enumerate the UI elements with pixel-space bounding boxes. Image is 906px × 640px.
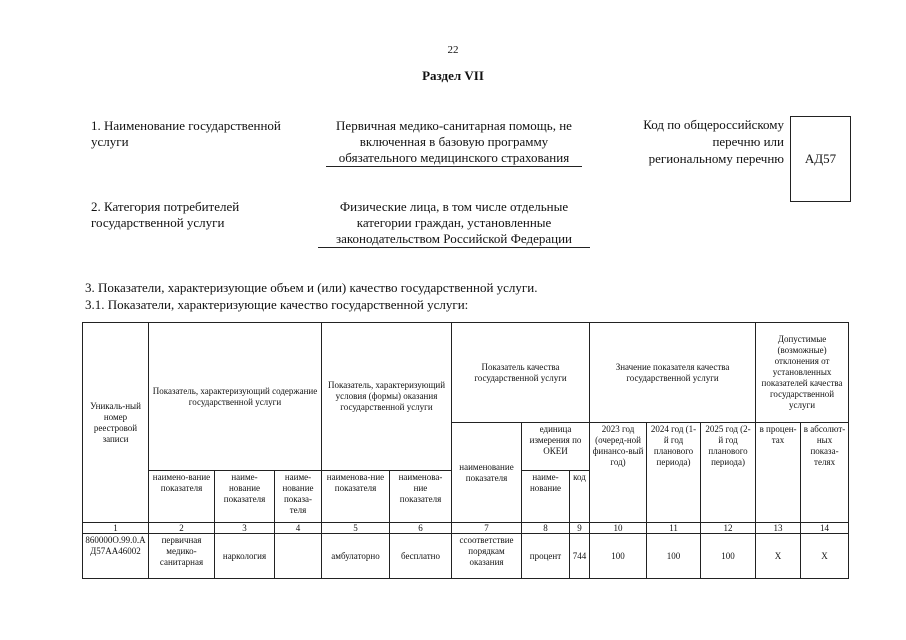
category-label: 2. Категория потребителей государственной услуги bbox=[91, 199, 240, 230]
column-number: 1 bbox=[83, 523, 149, 534]
column-number: 10 bbox=[590, 523, 647, 534]
header-content: Показатель, характеризующий содержание государственной услуги bbox=[149, 323, 322, 471]
cell-year-2024: 100 bbox=[647, 534, 701, 579]
column-number: 8 bbox=[522, 523, 570, 534]
code-label: Код по общероссийскому перечню или региональному перечню bbox=[643, 117, 784, 166]
column-number: 3 bbox=[215, 523, 275, 534]
header-unit-code: код bbox=[570, 471, 590, 523]
heading-quality: 3.1. Показатели, характеризующие качество государственной услуги: bbox=[85, 297, 469, 312]
service-name-value: Первичная медико-санитарная помощь, не включенная в базовую программу обязательного медицинского страхования bbox=[326, 118, 582, 167]
cell-deviation-absolute: Х bbox=[801, 534, 849, 579]
header-indicator-name: наименование показателя bbox=[452, 423, 522, 523]
header-year-2024: 2024 год (1-й год планового периода) bbox=[647, 423, 701, 523]
header-deviations: Допустимые (возможные) отклонения от установленных показателей качества государственной услуги bbox=[756, 323, 849, 423]
header-condition-name-2: наименова-ние показателя bbox=[390, 471, 452, 523]
service-name-label: 1. Наименование государственной услуги bbox=[91, 118, 281, 149]
cell-unit-code: 744 bbox=[570, 534, 590, 579]
header-registry: Уникаль-ный номер реестровой записи bbox=[83, 323, 149, 523]
column-number: 13 bbox=[756, 523, 801, 534]
cell-unit-name: процент bbox=[522, 534, 570, 579]
section-title: Раздел VII bbox=[422, 68, 484, 83]
column-number: 5 bbox=[322, 523, 390, 534]
cell-deviation-percent: Х bbox=[756, 534, 801, 579]
cell-condition-1: амбулаторно bbox=[322, 534, 390, 579]
column-number: 2 bbox=[149, 523, 215, 534]
code-box bbox=[790, 116, 851, 202]
header-conditions: Показатель, характеризующий условия (формы) оказания государственной услуги bbox=[322, 323, 452, 471]
column-number: 9 bbox=[570, 523, 590, 534]
header-year-2023: 2023 год (очеред-ной финансо-вый год) bbox=[590, 423, 647, 523]
header-condition-name-1: наименова-ние показателя bbox=[322, 471, 390, 523]
column-number: 14 bbox=[801, 523, 849, 534]
header-content-name-3: наиме-нование показа-теля bbox=[275, 471, 322, 523]
column-number: 12 bbox=[701, 523, 756, 534]
header-year-2025: 2025 год (2-й год планового периода) bbox=[701, 423, 756, 523]
cell-year-2023: 100 bbox=[590, 534, 647, 579]
code-value: АД57 bbox=[804, 151, 837, 166]
header-unit: единица измерения по ОКЕИ bbox=[522, 423, 590, 471]
cell-content-3 bbox=[275, 534, 322, 579]
header-unit-name: наиме-нование bbox=[522, 471, 570, 523]
cell-year-2025: 100 bbox=[701, 534, 756, 579]
cell-content-1: первичная медико-санитарная bbox=[149, 534, 215, 579]
quality-indicators-table bbox=[82, 322, 849, 579]
cell-registry-number: 860000О.99.0.АД57АА46002 bbox=[83, 534, 149, 579]
header-content-name-2: наиме-нование показателя bbox=[215, 471, 275, 523]
category-value: Физические лица, в том числе отдельные категории граждан, установленные законодательством Российской Федерации bbox=[318, 199, 590, 248]
cell-content-2: наркология bbox=[215, 534, 275, 579]
page-number: 22 bbox=[447, 44, 459, 56]
column-number: 6 bbox=[390, 523, 452, 534]
header-deviation-absolute: в абсолют-ных показа-телях bbox=[801, 423, 849, 523]
column-number: 11 bbox=[647, 523, 701, 534]
column-number: 7 bbox=[452, 523, 522, 534]
column-number: 4 bbox=[275, 523, 322, 534]
table-row bbox=[83, 534, 849, 579]
header-content-name-1: наимено-вание показателя bbox=[149, 471, 215, 523]
header-deviation-percent: в процен-тах bbox=[756, 423, 801, 523]
heading-indicators: 3. Показатели, характеризующие объем и (или) качество государственной услуги. bbox=[85, 280, 538, 295]
header-quality: Показатель качества государственной услуги bbox=[452, 323, 590, 423]
cell-indicator: ссоответствие порядкам оказания bbox=[452, 534, 522, 579]
cell-condition-2: бесплатно bbox=[390, 534, 452, 579]
header-values: Значение показателя качества государственной услуги bbox=[590, 323, 756, 423]
